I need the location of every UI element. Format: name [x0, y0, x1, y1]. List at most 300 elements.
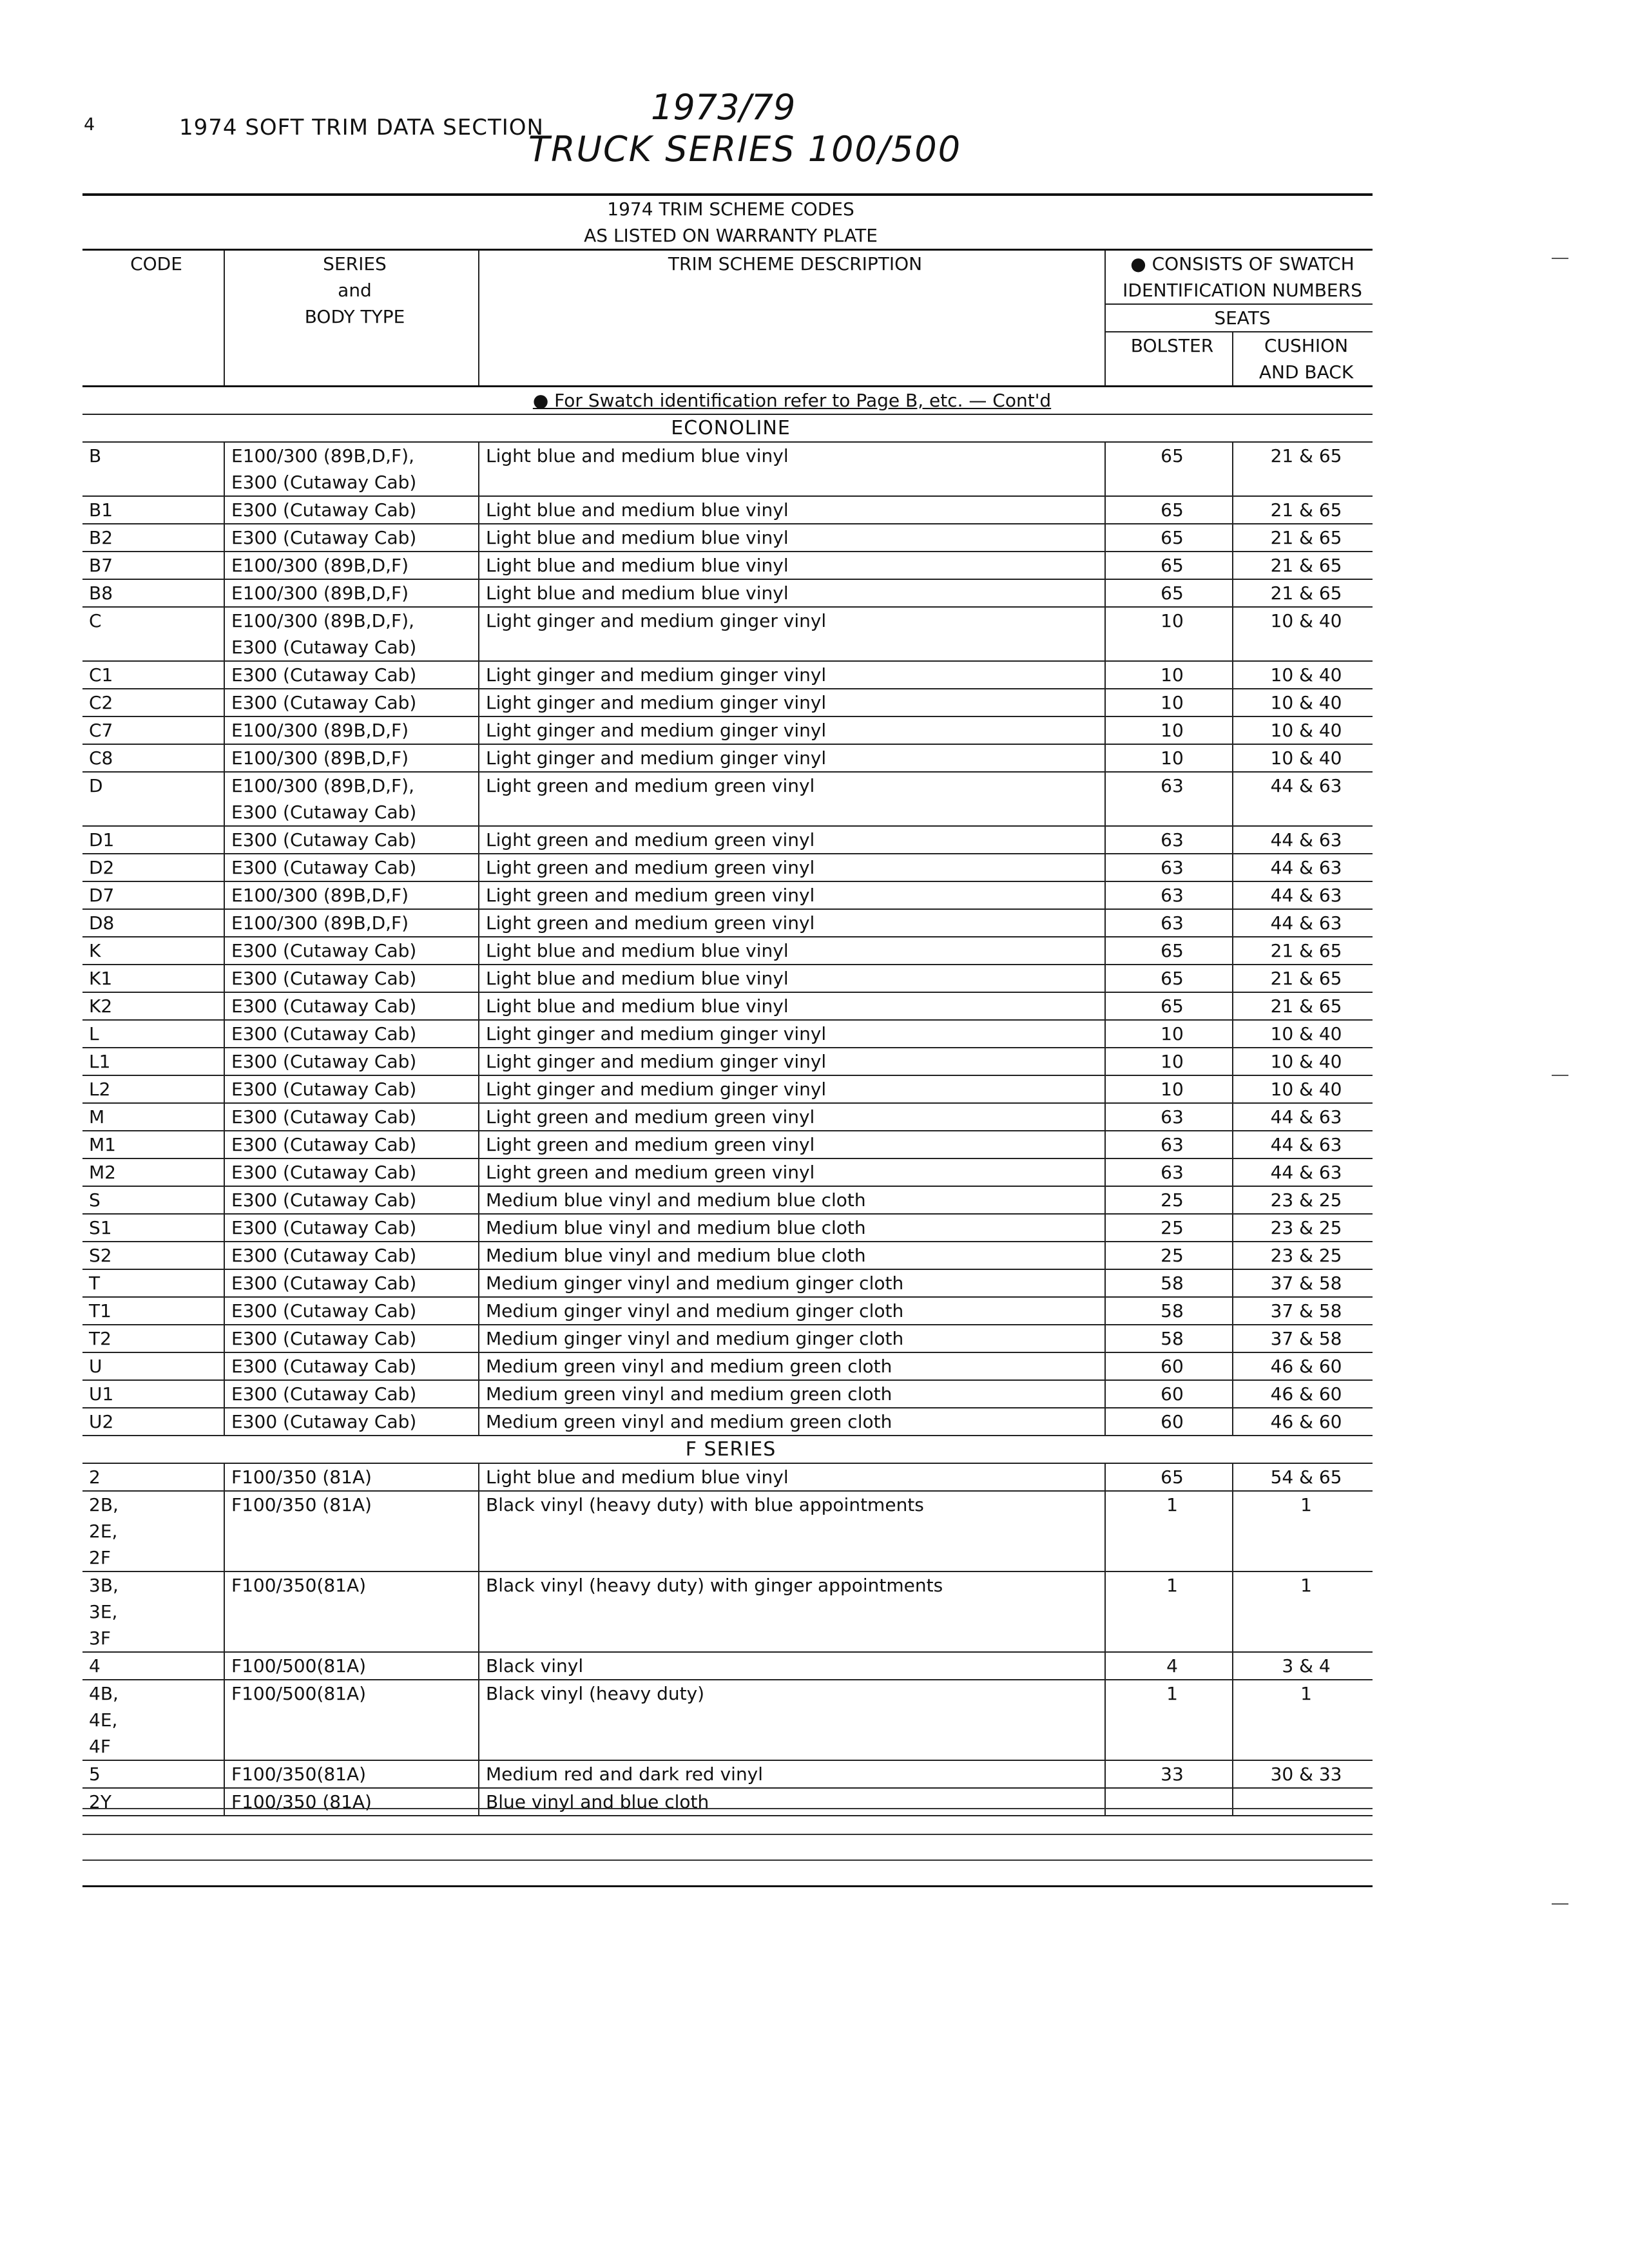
- description-cell: Medium ginger vinyl and medium ginger cloth: [479, 1269, 1105, 1297]
- code-cell: C1: [82, 661, 224, 689]
- description-cell: Light blue and medium blue vinyl: [479, 992, 1105, 1020]
- table-row: [82, 1707, 1373, 1733]
- description-cell: [479, 1707, 1105, 1733]
- section-heading: F SERIES: [82, 1436, 1373, 1463]
- description-cell: Light ginger and medium ginger vinyl: [479, 1048, 1105, 1075]
- table-row: [82, 1158, 1373, 1186]
- bolster-cell: [1105, 799, 1233, 826]
- blank-line: [82, 1834, 1373, 1835]
- bolster-cell: 60: [1105, 1352, 1233, 1380]
- description-cell: Light ginger and medium ginger vinyl: [479, 744, 1105, 772]
- cushion-cell: 37 & 58: [1233, 1325, 1373, 1352]
- description-cell: Light ginger and medium ginger vinyl: [479, 607, 1105, 634]
- description-cell: Light green and medium green vinyl: [479, 772, 1105, 799]
- code-cell: U: [82, 1352, 224, 1380]
- bolster-cell: 10: [1105, 661, 1233, 689]
- table-row: [82, 992, 1373, 1020]
- description-cell: Light green and medium green vinyl: [479, 1131, 1105, 1158]
- table-row: [82, 634, 1373, 661]
- description-cell: Light blue and medium blue vinyl: [479, 579, 1105, 607]
- bolster-cell: 4: [1105, 1652, 1233, 1680]
- code-cell: 4B,: [89, 1683, 119, 1704]
- cushion-cell: [1233, 634, 1373, 661]
- cushion-cell: 21 & 65: [1233, 524, 1373, 552]
- table-title: 1974 TRIM SCHEME CODES: [82, 195, 1373, 222]
- series-cell: E100/300 (89B,D,F): [224, 744, 479, 772]
- code-cell: C2: [82, 689, 224, 716]
- cushion-cell: 23 & 25: [1233, 1186, 1373, 1214]
- series-cell: E300 (Cutaway Cab): [224, 1214, 479, 1242]
- trim-scheme-table: [82, 193, 1373, 1816]
- cushion-cell: 46 & 60: [1233, 1408, 1373, 1436]
- series-cell: E300 (Cutaway Cab): [224, 1380, 479, 1408]
- description-cell: Black vinyl (heavy duty): [479, 1680, 1105, 1707]
- description-cell: Medium red and dark red vinyl: [479, 1760, 1105, 1788]
- table-row: [82, 1518, 1373, 1544]
- description-cell: Light green and medium green vinyl: [479, 826, 1105, 854]
- cushion-cell: 10 & 40: [1233, 1075, 1373, 1103]
- cushion-cell: 37 & 58: [1233, 1297, 1373, 1325]
- bolster-cell: 63: [1105, 854, 1233, 881]
- description-cell: [479, 1733, 1105, 1760]
- cushion-cell: 1: [1233, 1680, 1373, 1707]
- table-row: [82, 1571, 1373, 1599]
- series-cell: E300 (Cutaway Cab): [224, 469, 479, 496]
- bolster-cell: 58: [1105, 1297, 1233, 1325]
- table-row: [82, 442, 1373, 469]
- cushion-cell: 37 & 58: [1233, 1269, 1373, 1297]
- description-cell: Light ginger and medium ginger vinyl: [479, 716, 1105, 744]
- table-row: [82, 937, 1373, 965]
- description-cell: Black vinyl (heavy duty) with blue appointments: [479, 1491, 1105, 1518]
- series-cell: F100/350(81A): [224, 1760, 479, 1788]
- col-cushion-header-2: AND BACK: [1233, 359, 1373, 387]
- margin-mark: [1552, 258, 1568, 259]
- seats-header: SEATS: [1105, 304, 1373, 332]
- table-row: [82, 826, 1373, 854]
- table-row: [82, 716, 1373, 744]
- col-cushion-header-1: CUSHION: [1233, 332, 1373, 359]
- bolster-cell: 63: [1105, 1103, 1233, 1131]
- margin-mark: [1552, 1903, 1568, 1905]
- description-cell: Medium ginger vinyl and medium ginger cloth: [479, 1297, 1105, 1325]
- code-cell: M2: [82, 1158, 224, 1186]
- series-cell: E300 (Cutaway Cab): [224, 1020, 479, 1048]
- description-cell: Blue vinyl and blue cloth: [479, 1788, 1105, 1816]
- cushion-cell: 10 & 40: [1233, 744, 1373, 772]
- cushion-cell: 44 & 63: [1233, 1131, 1373, 1158]
- description-cell: Light blue and medium blue vinyl: [479, 442, 1105, 469]
- cushion-cell: [1233, 1788, 1373, 1816]
- bolster-header-spacer: [1105, 359, 1233, 387]
- series-cell: E300 (Cutaway Cab): [224, 496, 479, 524]
- code-cell: 4E,: [89, 1709, 118, 1731]
- table-row: [82, 1242, 1373, 1269]
- series-title: TRUCK SERIES 100/500: [528, 129, 962, 169]
- bolster-cell: 60: [1105, 1408, 1233, 1436]
- code-cell: K2: [82, 992, 224, 1020]
- series-cell: E300 (Cutaway Cab): [224, 799, 479, 826]
- series-cell: E300 (Cutaway Cab): [224, 689, 479, 716]
- table-row: [82, 1297, 1373, 1325]
- series-cell: F100/500(81A): [224, 1652, 479, 1680]
- cushion-cell: 46 & 60: [1233, 1352, 1373, 1380]
- cushion-cell: 44 & 63: [1233, 909, 1373, 937]
- series-cell: E300 (Cutaway Cab): [224, 1075, 479, 1103]
- cushion-cell: 10 & 40: [1233, 607, 1373, 634]
- description-cell: Medium blue vinyl and medium blue cloth: [479, 1214, 1105, 1242]
- code-cell: [82, 469, 224, 496]
- table-row: [82, 881, 1373, 909]
- description-cell: [479, 634, 1105, 661]
- bolster-cell: 60: [1105, 1380, 1233, 1408]
- section-heading: ECONOLINE: [82, 414, 1373, 442]
- code-cell: T: [82, 1269, 224, 1297]
- table-row: [82, 1599, 1373, 1625]
- bolster-cell: 10: [1105, 1048, 1233, 1075]
- cushion-cell: 3 & 4: [1233, 1652, 1373, 1680]
- code-cell: D2: [82, 854, 224, 881]
- col-bolster-header: BOLSTER: [1105, 332, 1233, 359]
- code-cell: B7: [82, 552, 224, 579]
- code-cell: K: [82, 937, 224, 965]
- col-series-header: [224, 250, 479, 387]
- table-row: [82, 524, 1373, 552]
- cushion-cell: [1233, 799, 1373, 826]
- series-cell: E100/300 (89B,D,F): [224, 716, 479, 744]
- table-row: [82, 496, 1373, 524]
- series-cell: E300 (Cutaway Cab): [224, 1325, 479, 1352]
- series-cell: E300 (Cutaway Cab): [224, 1103, 479, 1131]
- series-cell: E300 (Cutaway Cab): [224, 992, 479, 1020]
- table-row: [82, 965, 1373, 992]
- bolster-cell: [1105, 1707, 1233, 1733]
- swatch-note: ● For Swatch identification refer to Page B, etc. — Cont'd: [532, 390, 1052, 411]
- cushion-cell: 1: [1233, 1571, 1373, 1599]
- bolster-cell: 65: [1105, 524, 1233, 552]
- code-cell: M1: [82, 1131, 224, 1158]
- table-row: [82, 1352, 1373, 1380]
- bolster-cell: [1105, 1518, 1233, 1544]
- bolster-cell: 58: [1105, 1269, 1233, 1297]
- bolster-cell: 65: [1105, 552, 1233, 579]
- table-row: [82, 799, 1373, 826]
- series-cell: E300 (Cutaway Cab): [224, 1242, 479, 1269]
- blank-line: [82, 1885, 1373, 1887]
- col-series-line2: and: [338, 280, 372, 301]
- description-cell: Medium blue vinyl and medium blue cloth: [479, 1242, 1105, 1269]
- table-row: [82, 1103, 1373, 1131]
- table-row: [82, 1048, 1373, 1075]
- description-cell: [479, 799, 1105, 826]
- bolster-cell: 1: [1105, 1680, 1233, 1707]
- code-cell: C: [89, 610, 102, 631]
- bolster-cell: [1105, 469, 1233, 496]
- code-cell: 2: [82, 1463, 224, 1491]
- series-cell: E300 (Cutaway Cab): [224, 1269, 479, 1297]
- series-cell: E300 (Cutaway Cab): [224, 1408, 479, 1436]
- description-cell: Light blue and medium blue vinyl: [479, 1463, 1105, 1491]
- bolster-cell: 10: [1105, 1020, 1233, 1048]
- table-row: [82, 1269, 1373, 1297]
- code-cell: 2B,: [89, 1494, 119, 1515]
- cushion-cell: 46 & 60: [1233, 1380, 1373, 1408]
- bolster-cell: [1105, 1625, 1233, 1652]
- table-row: [82, 854, 1373, 881]
- table-row: [82, 1325, 1373, 1352]
- description-cell: Light blue and medium blue vinyl: [479, 496, 1105, 524]
- series-cell: E300 (Cutaway Cab): [224, 1158, 479, 1186]
- bolster-cell: 10: [1105, 607, 1233, 634]
- cushion-cell: 21 & 65: [1233, 579, 1373, 607]
- series-cell: E300 (Cutaway Cab): [224, 524, 479, 552]
- code-cell: S2: [82, 1242, 224, 1269]
- code-cell: K1: [82, 965, 224, 992]
- table-row: [82, 1733, 1373, 1760]
- table-row: [82, 1131, 1373, 1158]
- code-cell: D7: [82, 881, 224, 909]
- code-cell: B1: [82, 496, 224, 524]
- col-series-line3: BODY TYPE: [304, 306, 405, 327]
- series-cell: E100/300 (89B,D,F),: [224, 607, 479, 634]
- description-cell: Medium green vinyl and medium green cloth: [479, 1408, 1105, 1436]
- series-cell: E300 (Cutaway Cab): [224, 937, 479, 965]
- cushion-cell: [1233, 469, 1373, 496]
- series-cell: E300 (Cutaway Cab): [224, 1352, 479, 1380]
- series-cell: F100/350 (81A): [224, 1788, 479, 1816]
- description-cell: Light ginger and medium ginger vinyl: [479, 661, 1105, 689]
- description-cell: Light green and medium green vinyl: [479, 881, 1105, 909]
- code-cell: B8: [82, 579, 224, 607]
- description-cell: Light green and medium green vinyl: [479, 854, 1105, 881]
- description-cell: Medium green vinyl and medium green cloth: [479, 1352, 1105, 1380]
- bolster-cell: 10: [1105, 689, 1233, 716]
- cushion-cell: 21 & 65: [1233, 496, 1373, 524]
- series-cell: [224, 1625, 479, 1652]
- series-cell: E100/300 (89B,D,F): [224, 579, 479, 607]
- description-cell: Light ginger and medium ginger vinyl: [479, 689, 1105, 716]
- description-cell: Light blue and medium blue vinyl: [479, 965, 1105, 992]
- code-cell: M: [82, 1103, 224, 1131]
- bolster-cell: 63: [1105, 881, 1233, 909]
- code-cell: 4F: [82, 1733, 224, 1760]
- bolster-cell: 63: [1105, 909, 1233, 937]
- trim-table-body: [82, 414, 1373, 1816]
- cushion-cell: 21 & 65: [1233, 965, 1373, 992]
- cushion-cell: [1233, 1599, 1373, 1625]
- table-row: [82, 909, 1373, 937]
- code-cell: U2: [82, 1408, 224, 1436]
- code-cell: 2E,: [89, 1521, 118, 1542]
- bolster-cell: 25: [1105, 1214, 1233, 1242]
- cushion-cell: 44 & 63: [1233, 881, 1373, 909]
- table-row: [82, 1214, 1373, 1242]
- bolster-cell: 25: [1105, 1186, 1233, 1214]
- cushion-cell: 10 & 40: [1233, 1020, 1373, 1048]
- series-cell: E300 (Cutaway Cab): [224, 965, 479, 992]
- description-cell: [479, 1544, 1105, 1571]
- cushion-cell: 10 & 40: [1233, 689, 1373, 716]
- table-row: [82, 552, 1373, 579]
- cushion-cell: 21 & 65: [1233, 992, 1373, 1020]
- code-cell: C8: [82, 744, 224, 772]
- code-cell: C7: [82, 716, 224, 744]
- description-cell: Light blue and medium blue vinyl: [479, 937, 1105, 965]
- code-cell: 2Y: [82, 1788, 224, 1816]
- cushion-cell: [1233, 1707, 1373, 1733]
- series-cell: E300 (Cutaway Cab): [224, 854, 479, 881]
- description-cell: Light green and medium green vinyl: [479, 909, 1105, 937]
- bolster-cell: 65: [1105, 937, 1233, 965]
- description-cell: Light blue and medium blue vinyl: [479, 524, 1105, 552]
- cushion-cell: 23 & 25: [1233, 1214, 1373, 1242]
- series-cell: E300 (Cutaway Cab): [224, 826, 479, 854]
- cushion-cell: 1: [1233, 1491, 1373, 1518]
- bolster-cell: 58: [1105, 1325, 1233, 1352]
- page-number: 4: [84, 115, 95, 135]
- series-cell: E300 (Cutaway Cab): [224, 634, 479, 661]
- code-cell: L2: [82, 1075, 224, 1103]
- description-cell: Light green and medium green vinyl: [479, 1103, 1105, 1131]
- description-cell: Medium green vinyl and medium green cloth: [479, 1380, 1105, 1408]
- code-cell: B2: [82, 524, 224, 552]
- series-cell: E100/300 (89B,D,F): [224, 909, 479, 937]
- table-row: [82, 1760, 1373, 1788]
- code-cell: L: [82, 1020, 224, 1048]
- bolster-cell: [1105, 1788, 1233, 1816]
- table-row: [82, 1680, 1373, 1707]
- bolster-cell: 65: [1105, 965, 1233, 992]
- table-row: [82, 1544, 1373, 1571]
- trim-table-wrap: [82, 193, 1373, 1816]
- cushion-cell: 23 & 25: [1233, 1242, 1373, 1269]
- code-cell: 2F: [82, 1544, 224, 1571]
- bolster-cell: [1105, 634, 1233, 661]
- table-row: [82, 1186, 1373, 1214]
- table-row: [82, 1020, 1373, 1048]
- table-row: [82, 579, 1373, 607]
- cushion-cell: 21 & 65: [1233, 937, 1373, 965]
- table-row: [82, 1652, 1373, 1680]
- bolster-cell: 65: [1105, 992, 1233, 1020]
- cushion-cell: [1233, 1733, 1373, 1760]
- code-cell: 3E,: [89, 1601, 118, 1622]
- bolster-cell: 25: [1105, 1242, 1233, 1269]
- series-cell: [224, 1544, 479, 1571]
- table-row: [82, 661, 1373, 689]
- series-cell: E300 (Cutaway Cab): [224, 1186, 479, 1214]
- cushion-cell: [1233, 1518, 1373, 1544]
- bolster-cell: 65: [1105, 579, 1233, 607]
- bolster-cell: [1105, 1544, 1233, 1571]
- series-cell: E300 (Cutaway Cab): [224, 1297, 479, 1325]
- series-cell: [224, 1733, 479, 1760]
- bolster-cell: 1: [1105, 1491, 1233, 1518]
- table-row: [82, 1075, 1373, 1103]
- code-cell: D: [89, 775, 103, 796]
- bolster-cell: 10: [1105, 1075, 1233, 1103]
- bolster-cell: [1105, 1599, 1233, 1625]
- series-cell: F100/350 (81A): [224, 1463, 479, 1491]
- series-cell: [224, 1707, 479, 1733]
- years-title: 1973/79: [651, 87, 796, 128]
- bolster-cell: 65: [1105, 1463, 1233, 1491]
- table-row: [82, 469, 1373, 496]
- col-series-line1: SERIES: [323, 253, 387, 274]
- series-cell: E100/300 (89B,D,F): [224, 881, 479, 909]
- section-title: 1974 SOFT TRIM DATA SECTION: [179, 115, 544, 140]
- table-row: [82, 1408, 1373, 1436]
- blank-line: [82, 1860, 1373, 1861]
- code-cell: 3B,: [89, 1575, 119, 1596]
- description-cell: [479, 1625, 1105, 1652]
- code-cell: L1: [82, 1048, 224, 1075]
- code-cell: [82, 634, 224, 661]
- description-cell: [479, 1599, 1105, 1625]
- description-cell: Light ginger and medium ginger vinyl: [479, 1075, 1105, 1103]
- code-cell: T1: [82, 1297, 224, 1325]
- series-cell: E300 (Cutaway Cab): [224, 1131, 479, 1158]
- series-cell: [224, 1599, 479, 1625]
- description-cell: Light ginger and medium ginger vinyl: [479, 1020, 1105, 1048]
- series-cell: [224, 1518, 479, 1544]
- col-desc-header: TRIM SCHEME DESCRIPTION: [479, 250, 1105, 387]
- cushion-cell: 10 & 40: [1233, 716, 1373, 744]
- cushion-cell: 21 & 65: [1233, 442, 1373, 469]
- swatch-header-1: ● CONSISTS OF SWATCH: [1105, 250, 1373, 278]
- description-cell: Black vinyl (heavy duty) with ginger appointments: [479, 1571, 1105, 1599]
- bolster-cell: 63: [1105, 772, 1233, 799]
- cushion-cell: 44 & 63: [1233, 854, 1373, 881]
- series-cell: E100/300 (89B,D,F),: [224, 772, 479, 799]
- cushion-cell: 44 & 63: [1233, 1103, 1373, 1131]
- table-row: [82, 1380, 1373, 1408]
- cushion-cell: [1233, 1544, 1373, 1571]
- description-cell: [479, 1518, 1105, 1544]
- bolster-cell: [1105, 1733, 1233, 1760]
- series-cell: E100/300 (89B,D,F): [224, 552, 479, 579]
- description-cell: Medium ginger vinyl and medium ginger cloth: [479, 1325, 1105, 1352]
- blank-line: [82, 1808, 1373, 1809]
- bolster-cell: 63: [1105, 1158, 1233, 1186]
- bolster-cell: 1: [1105, 1571, 1233, 1599]
- series-cell: F100/350 (81A): [224, 1491, 479, 1518]
- table-row: [82, 744, 1373, 772]
- table-subtitle: AS LISTED ON WARRANTY PLATE: [82, 222, 1373, 250]
- bolster-cell: 65: [1105, 496, 1233, 524]
- code-cell: [82, 799, 224, 826]
- series-cell: E100/300 (89B,D,F),: [224, 442, 479, 469]
- table-row: [82, 1491, 1373, 1518]
- cushion-cell: 30 & 33: [1233, 1760, 1373, 1788]
- table-row: [82, 607, 1373, 634]
- cushion-cell: 10 & 40: [1233, 661, 1373, 689]
- table-row: [82, 1788, 1373, 1816]
- cushion-cell: 44 & 63: [1233, 772, 1373, 799]
- description-cell: [479, 469, 1105, 496]
- cushion-cell: 21 & 65: [1233, 552, 1373, 579]
- series-cell: E300 (Cutaway Cab): [224, 661, 479, 689]
- code-cell: D1: [82, 826, 224, 854]
- code-cell: 3F: [82, 1625, 224, 1652]
- bolster-cell: 10: [1105, 744, 1233, 772]
- bolster-cell: 10: [1105, 716, 1233, 744]
- description-cell: Light blue and medium blue vinyl: [479, 552, 1105, 579]
- series-cell: F100/350(81A): [224, 1571, 479, 1599]
- series-cell: F100/500(81A): [224, 1680, 479, 1707]
- code-cell: 4: [82, 1652, 224, 1680]
- col-code-header: CODE: [82, 250, 224, 387]
